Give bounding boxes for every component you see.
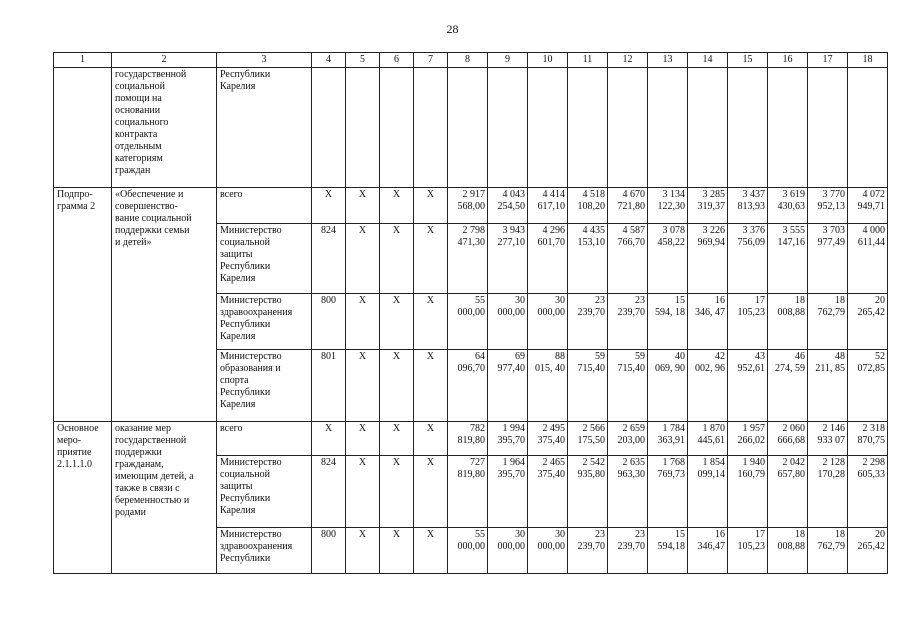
cell-empty: [688, 68, 728, 188]
cell-empty: [448, 68, 488, 188]
amount-cell: 46 274, 59: [768, 350, 808, 422]
amount-cell: 2 917 568,00: [448, 188, 488, 224]
amount-cell: 2 318 870,75: [848, 422, 888, 456]
x-cell: X: [346, 294, 380, 350]
x-cell: X: [414, 456, 448, 528]
amount-cell: 23 239,70: [608, 294, 648, 350]
x-cell: X: [414, 294, 448, 350]
amount-cell: 3 619 430,63: [768, 188, 808, 224]
amount-cell: 2 659 203,00: [608, 422, 648, 456]
amount-cell: 23 239,70: [608, 528, 648, 574]
amount-cell: 2 298 605,33: [848, 456, 888, 528]
code-cell: 800: [312, 528, 346, 574]
cell-empty: [648, 68, 688, 188]
amount-cell: 2 635 963,30: [608, 456, 648, 528]
amount-cell: 59 715,40: [608, 350, 648, 422]
amount-cell: 3 285 319,37: [688, 188, 728, 224]
amount-cell: 3 703 977,49: [808, 224, 848, 294]
column-header-11: 11: [568, 53, 608, 68]
x-cell: X: [414, 350, 448, 422]
code-cell: X: [312, 188, 346, 224]
table-row: [54, 422, 888, 456]
cell-empty: [808, 68, 848, 188]
x-cell: X: [346, 350, 380, 422]
amount-cell: 69 977,40: [488, 350, 528, 422]
amount-cell: 4 518 108,20: [568, 188, 608, 224]
cell-empty: [728, 68, 768, 188]
cell-empty: [488, 68, 528, 188]
cell-empty: [768, 68, 808, 188]
column-header-17: 17: [808, 53, 848, 68]
column-header-6: 6: [380, 53, 414, 68]
x-cell: X: [414, 224, 448, 294]
amount-cell: 30 000,00: [528, 294, 568, 350]
column-header-4: 4: [312, 53, 346, 68]
x-cell: X: [346, 422, 380, 456]
column-header-5: 5: [346, 53, 380, 68]
amount-cell: 40 069, 90: [648, 350, 688, 422]
amount-cell: 4 587 766,70: [608, 224, 648, 294]
executor-cell: Министерство социальной защиты Республики Карелия: [217, 224, 312, 294]
column-header-1: 1: [54, 53, 112, 68]
executor-cell: Министерство здравоохранения Республики: [217, 528, 312, 574]
executor-cell: всего: [217, 188, 312, 224]
amount-cell: 48 211, 85: [808, 350, 848, 422]
x-cell: X: [414, 528, 448, 574]
amount-cell: 2 566 175,50: [568, 422, 608, 456]
code-cell: 800: [312, 294, 346, 350]
x-cell: X: [346, 188, 380, 224]
page-number: 28: [446, 22, 459, 36]
amount-cell: 64 096,70: [448, 350, 488, 422]
amount-cell: 59 715,40: [568, 350, 608, 422]
amount-cell: 42 002, 96: [688, 350, 728, 422]
x-cell: X: [414, 188, 448, 224]
column-header-10: 10: [528, 53, 568, 68]
amount-cell: 782 819,80: [448, 422, 488, 456]
x-cell: X: [380, 422, 414, 456]
amount-cell: 3 134 122,30: [648, 188, 688, 224]
executor-cell: Министерство социальной защиты Республики Карелия: [217, 456, 312, 528]
amount-cell: 17 105,23: [728, 528, 768, 574]
amount-cell: 55 000,00: [448, 294, 488, 350]
column-header-13: 13: [648, 53, 688, 68]
amount-cell: 2 146 933 07: [808, 422, 848, 456]
cell-empty: [848, 68, 888, 188]
x-cell: X: [346, 224, 380, 294]
executor-cell: Министерство здравоохранения Республики Карелия: [217, 294, 312, 350]
column-header-18: 18: [848, 53, 888, 68]
amount-cell: 23 239,70: [568, 528, 608, 574]
column-header-2: 2: [112, 53, 217, 68]
amount-cell: 3 226 969,94: [688, 224, 728, 294]
column-header-7: 7: [414, 53, 448, 68]
amount-cell: 17 105,23: [728, 294, 768, 350]
x-cell: X: [346, 456, 380, 528]
amount-cell: 1 940 160,79: [728, 456, 768, 528]
amount-cell: 3 437 813,93: [728, 188, 768, 224]
amount-cell: 3 376 756,09: [728, 224, 768, 294]
table-row-continuation: [54, 68, 888, 188]
amount-cell: 3 943 277,10: [488, 224, 528, 294]
amount-cell: 1 870 445,61: [688, 422, 728, 456]
amount-cell: 3 770 952,13: [808, 188, 848, 224]
amount-cell: 43 952,61: [728, 350, 768, 422]
amount-cell: 18 762,79: [808, 528, 848, 574]
amount-cell: 2 128 170,28: [808, 456, 848, 528]
table-row: [54, 188, 888, 224]
amount-cell: 18 008,88: [768, 528, 808, 574]
amount-cell: 23 239,70: [568, 294, 608, 350]
column-header-16: 16: [768, 53, 808, 68]
executor-cell: Министерство образования и спорта Республики Карелия: [217, 350, 312, 422]
column-header-12: 12: [608, 53, 648, 68]
amount-cell: 15 594,18: [648, 528, 688, 574]
amount-cell: 2 495 375,40: [528, 422, 568, 456]
amount-cell: 20 265,42: [848, 294, 888, 350]
cell-empty: [568, 68, 608, 188]
column-header-15: 15: [728, 53, 768, 68]
x-cell: X: [380, 456, 414, 528]
x-cell: X: [380, 294, 414, 350]
column-header-14: 14: [688, 53, 728, 68]
code-cell: X: [312, 422, 346, 456]
amount-cell: 3 078 458,22: [648, 224, 688, 294]
program-code-cell: Подпро- грамма 2: [54, 188, 112, 422]
amount-cell: 30 000,00: [488, 294, 528, 350]
cell-empty: [312, 68, 346, 188]
program-name-cell: оказание мер государственной поддержки гражданам, имеющим детей, а также в связи с беременностью и родами: [112, 422, 217, 574]
amount-cell: 20 265,42: [848, 528, 888, 574]
budget-table: [53, 52, 888, 574]
amount-cell: 4 670 721,80: [608, 188, 648, 224]
amount-cell: 4 296 601,70: [528, 224, 568, 294]
amount-cell: 16 346, 47: [688, 294, 728, 350]
amount-cell: 18 008,88: [768, 294, 808, 350]
x-cell: X: [380, 224, 414, 294]
amount-cell: 4 072 949,71: [848, 188, 888, 224]
amount-cell: 4 000 611,44: [848, 224, 888, 294]
cell-empty: [54, 68, 112, 188]
code-cell: 824: [312, 456, 346, 528]
amount-cell: 4 043 254,50: [488, 188, 528, 224]
cell-empty: [380, 68, 414, 188]
amount-cell: 2 542 935,80: [568, 456, 608, 528]
amount-cell: 18 762,79: [808, 294, 848, 350]
executor-cell: Республики Карелия: [217, 68, 312, 188]
column-header-3: 3: [217, 53, 312, 68]
amount-cell: 88 015, 40: [528, 350, 568, 422]
amount-cell: 1 784 363,91: [648, 422, 688, 456]
code-cell: 824: [312, 224, 346, 294]
amount-cell: 15 594, 18: [648, 294, 688, 350]
header-row: [54, 53, 888, 68]
amount-cell: 2 060 666,68: [768, 422, 808, 456]
cell-empty: [414, 68, 448, 188]
amount-cell: 2 465 375,40: [528, 456, 568, 528]
amount-cell: 30 000,00: [488, 528, 528, 574]
executor-cell: всего: [217, 422, 312, 456]
x-cell: X: [380, 528, 414, 574]
x-cell: X: [346, 528, 380, 574]
program-name-cell: государственной социальной помощи на основании социального контракта отдельным категориям граждан: [112, 68, 217, 188]
amount-cell: 2 042 657,80: [768, 456, 808, 528]
amount-cell: 4 414 617,10: [528, 188, 568, 224]
amount-cell: 16 346,47: [688, 528, 728, 574]
column-header-8: 8: [448, 53, 488, 68]
amount-cell: 1 957 266,02: [728, 422, 768, 456]
amount-cell: 52 072,85: [848, 350, 888, 422]
amount-cell: 1 964 395,70: [488, 456, 528, 528]
cell-empty: [346, 68, 380, 188]
amount-cell: 1 768 769,73: [648, 456, 688, 528]
amount-cell: 2 798 471,30: [448, 224, 488, 294]
column-header-9: 9: [488, 53, 528, 68]
x-cell: X: [414, 422, 448, 456]
program-name-cell: «Обеспечение и совершенство- вание социальной поддержки семьи и детей»: [112, 188, 217, 422]
amount-cell: 727 819,80: [448, 456, 488, 528]
amount-cell: 1 854 099,14: [688, 456, 728, 528]
program-code-cell: Основное меро- приятие 2.1.1.1.0: [54, 422, 112, 574]
amount-cell: 1 994 395,70: [488, 422, 528, 456]
amount-cell: 55 000,00: [448, 528, 488, 574]
amount-cell: 30 000,00: [528, 528, 568, 574]
x-cell: X: [380, 188, 414, 224]
x-cell: X: [380, 350, 414, 422]
code-cell: 801: [312, 350, 346, 422]
cell-empty: [528, 68, 568, 188]
cell-empty: [608, 68, 648, 188]
amount-cell: 3 555 147,16: [768, 224, 808, 294]
amount-cell: 4 435 153,10: [568, 224, 608, 294]
